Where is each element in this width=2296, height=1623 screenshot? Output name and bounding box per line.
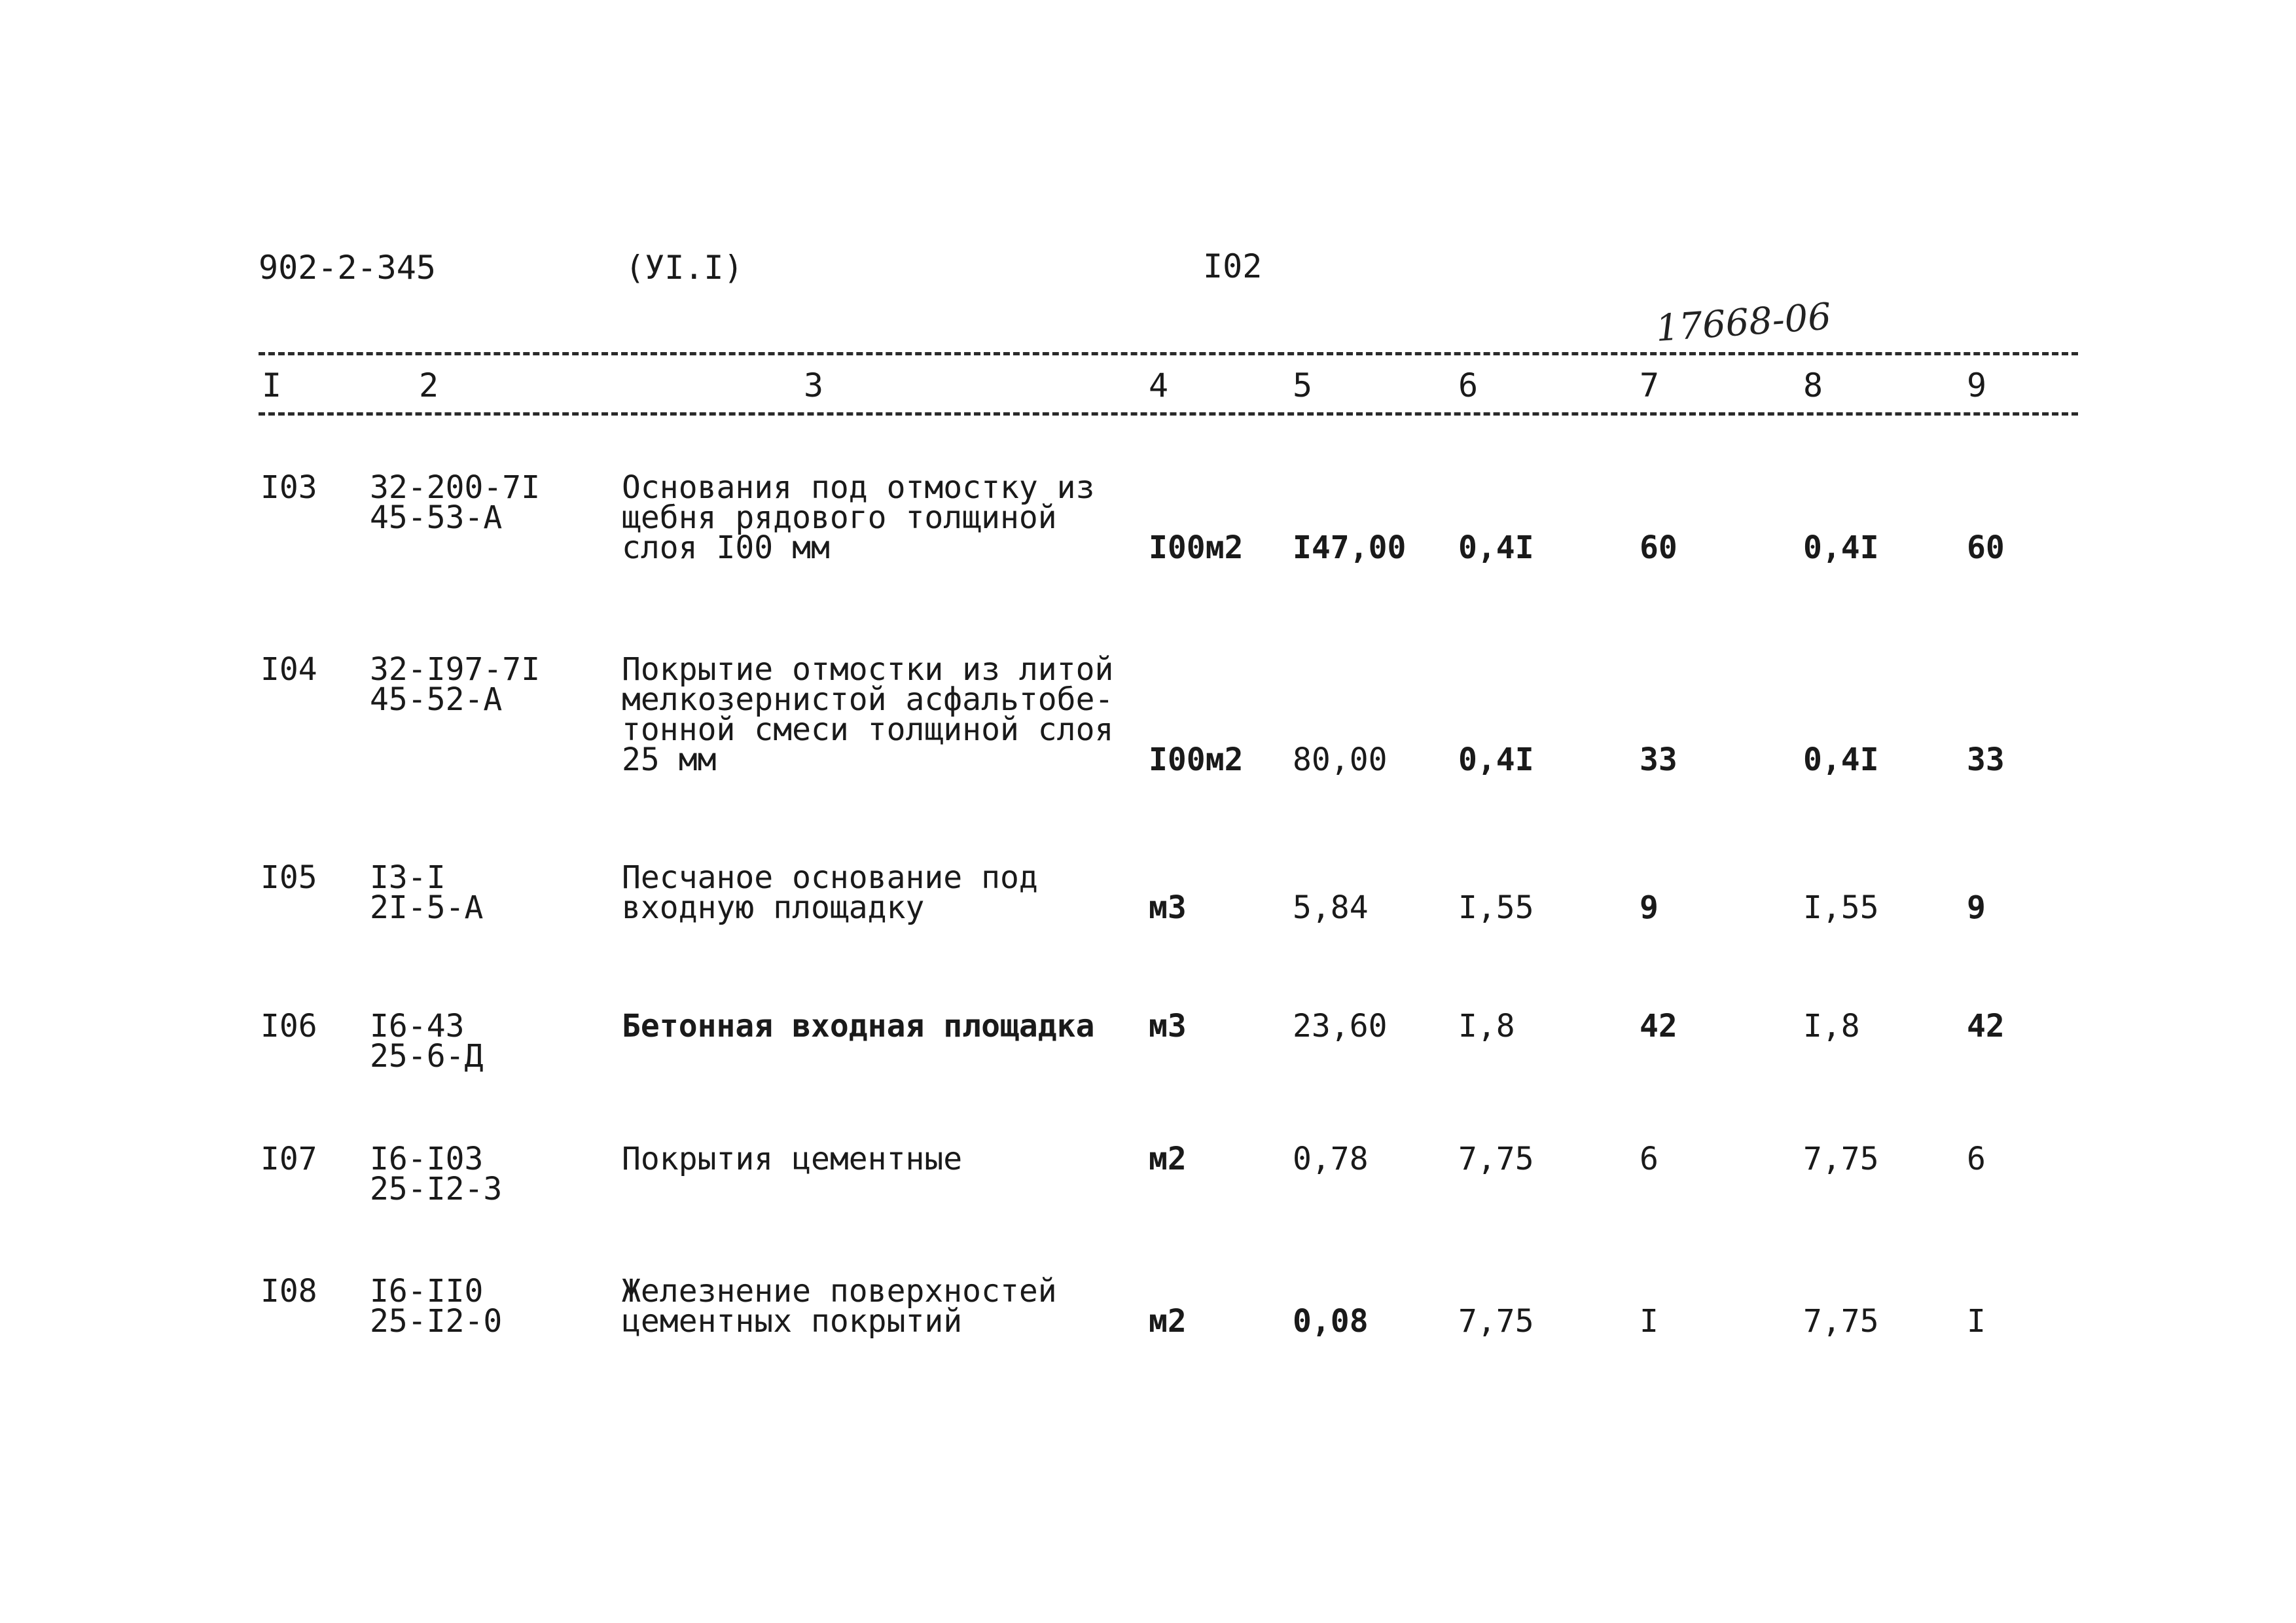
unit: м3: [1149, 1008, 1187, 1044]
value-col-7: I: [1640, 1303, 1659, 1340]
col-head-9: 9: [1967, 366, 1987, 404]
header-bottom-rule: [259, 412, 2078, 416]
value-col-8: 0,4I: [1803, 529, 1879, 566]
unit: I00м2: [1149, 529, 1244, 566]
col-head-7: 7: [1640, 366, 1660, 404]
rate-codes: I3-I 2I-5-А: [370, 859, 484, 926]
value-col-8: 7,75: [1803, 1141, 1879, 1177]
work-description: Песчаное основание под входную площадку: [622, 859, 1038, 926]
value-col-9: I: [1967, 1303, 1986, 1340]
value-col-8: 0,4I: [1803, 741, 1879, 778]
inventory-number: 17668-06: [1654, 295, 1833, 350]
quantity: 5,84: [1293, 889, 1369, 926]
value-col-8: I,8: [1803, 1008, 1860, 1044]
quantity: 23,60: [1293, 1008, 1388, 1044]
quantity: 0,78: [1293, 1141, 1369, 1177]
value-col-7: 6: [1640, 1141, 1659, 1177]
value-col-9: 33: [1967, 741, 2005, 778]
unit: м2: [1149, 1303, 1187, 1340]
value-col-7: 60: [1640, 529, 1677, 566]
col-head-3: 3: [804, 366, 824, 404]
value-col-6: 7,75: [1458, 1303, 1534, 1340]
col-head-5: 5: [1293, 366, 1313, 404]
col-head-4: 4: [1149, 366, 1169, 404]
value-col-6: 7,75: [1458, 1141, 1534, 1177]
work-description: Бетонная входная площадка: [622, 1008, 1095, 1044]
work-description: Покрытия цементные: [622, 1141, 963, 1177]
value-col-9: 6: [1967, 1141, 1986, 1177]
rate-codes: I6-43 25-6-Д: [370, 1008, 484, 1075]
row-number: I06: [260, 1008, 317, 1044]
unit: м3: [1149, 889, 1187, 926]
col-head-6: 6: [1458, 366, 1479, 404]
unit: м2: [1149, 1141, 1187, 1177]
section-number: (УI.I): [625, 249, 744, 287]
document-code: 902-2-345: [259, 249, 436, 287]
value-col-8: 7,75: [1803, 1303, 1879, 1340]
quantity: I47,00: [1293, 529, 1407, 566]
unit: I00м2: [1149, 741, 1244, 778]
value-col-7: 9: [1640, 889, 1659, 926]
quantity: 0,08: [1293, 1303, 1369, 1340]
rate-codes: 32-I97-7I 45-52-А: [370, 651, 541, 718]
row-number: I05: [260, 859, 317, 896]
value-col-7: 33: [1640, 741, 1677, 778]
work-description: Покрытие отмостки из литой мелкозернистой асфальтобе- тонной смеси толщиной слоя 25 мм: [622, 651, 1114, 778]
value-col-9: 42: [1967, 1008, 2005, 1044]
rate-codes: I6-II0 25-I2-0: [370, 1273, 503, 1340]
row-number: I04: [260, 651, 317, 688]
value-col-8: I,55: [1803, 889, 1879, 926]
col-head-1: I: [262, 366, 282, 404]
rate-codes: 32-200-7I 45-53-А: [370, 469, 541, 536]
col-head-2: 2: [419, 366, 439, 404]
rate-codes: I6-I03 25-I2-3: [370, 1141, 503, 1207]
col-head-8: 8: [1803, 366, 1823, 404]
page-number: I02: [1203, 247, 1263, 285]
header-top-rule: [259, 352, 2078, 355]
work-description: Основания под отмостку из щебня рядового толщиной слоя I00 мм: [622, 469, 1095, 566]
value-col-9: 9: [1967, 889, 1986, 926]
row-number: I07: [260, 1141, 317, 1177]
value-col-6: I,8: [1458, 1008, 1515, 1044]
row-number: I08: [260, 1273, 317, 1310]
value-col-7: 42: [1640, 1008, 1677, 1044]
value-col-6: 0,4I: [1458, 741, 1534, 778]
work-description: Железнение поверхностей цементных покрытий: [622, 1273, 1057, 1340]
value-col-6: I,55: [1458, 889, 1534, 926]
value-col-9: 60: [1967, 529, 2005, 566]
value-col-6: 0,4I: [1458, 529, 1534, 566]
row-number: I03: [260, 469, 317, 506]
quantity: 80,00: [1293, 741, 1388, 778]
